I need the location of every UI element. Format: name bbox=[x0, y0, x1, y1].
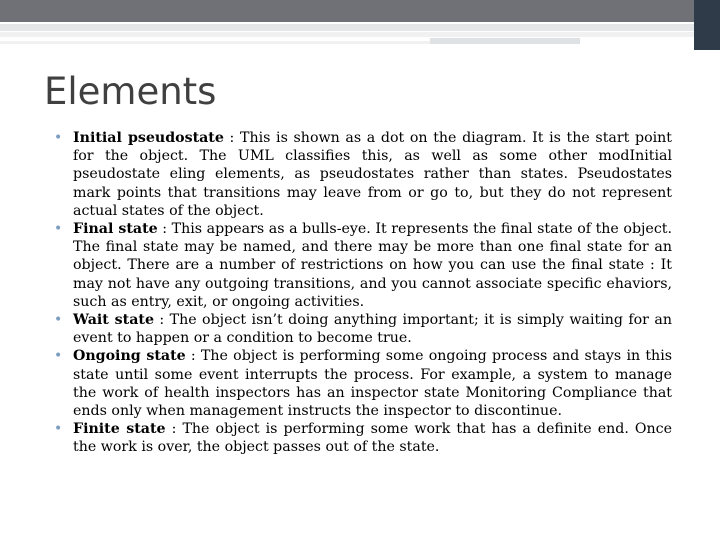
bullet-term: Final state bbox=[73, 221, 158, 238]
bullet-term: Ongoing state bbox=[73, 348, 186, 365]
header-rule bbox=[430, 38, 580, 44]
bullet-text: : This is shown as a dot on the diagram. It is the start point for the object. The UML classifies this, as well as some other modInitial pseudostate eling elements, as pseudostates rather than states. Pseudostates mark points that transitions may leave from or go to, but they do not represent actual states of the object. bbox=[73, 130, 672, 219]
bullet-item bbox=[50, 129, 672, 220]
bullet-text: : This appears as a bulls-eye. It represents the final state of the object. The final state may be named, and there may be more than one final state for an object. There are a number of restrictions on how you can use the final state : It may not have any outgoing transitions, and you cannot associate specific ehaviors, such as entry, exit, or ongoing activities. bbox=[73, 221, 672, 310]
bullet-icon: • bbox=[54, 421, 63, 438]
bullet-item bbox=[50, 311, 672, 347]
bullet-term: Wait state bbox=[73, 312, 154, 329]
bullet-term: Initial pseudostate bbox=[73, 130, 224, 146]
bullet-icon: • bbox=[54, 348, 63, 365]
bullet-icon: • bbox=[54, 221, 63, 238]
bullet-text: : The object is performing some work that has a definite end. Once the work is over, the object passes out of the state. bbox=[73, 421, 672, 456]
bullet-list bbox=[50, 129, 672, 457]
header-bar bbox=[0, 0, 720, 22]
bullet-item bbox=[50, 220, 672, 311]
header-rule bbox=[0, 41, 430, 44]
bullet-item bbox=[50, 420, 672, 456]
bullet-icon: • bbox=[54, 130, 63, 146]
header-rule bbox=[0, 24, 694, 31]
header-rule bbox=[0, 32, 694, 37]
bullet-term: Finite state bbox=[73, 421, 166, 438]
header-accent-block bbox=[694, 0, 720, 50]
slide-title: Elements bbox=[44, 70, 217, 113]
bullet-item bbox=[50, 347, 672, 420]
bullet-text: : The object is performing some ongoing process and stays in this state until some event interrupts the process. For example, a system to manage the work of health inspectors has an inspector state Monitoring Compliance that ends only when management instructs the inspector to discontinue. bbox=[73, 348, 673, 420]
bullet-icon: • bbox=[54, 312, 63, 329]
bullet-text: : The object isn’t doing anything important; it is simply waiting for an event to happen or a condition to become true. bbox=[73, 312, 672, 347]
